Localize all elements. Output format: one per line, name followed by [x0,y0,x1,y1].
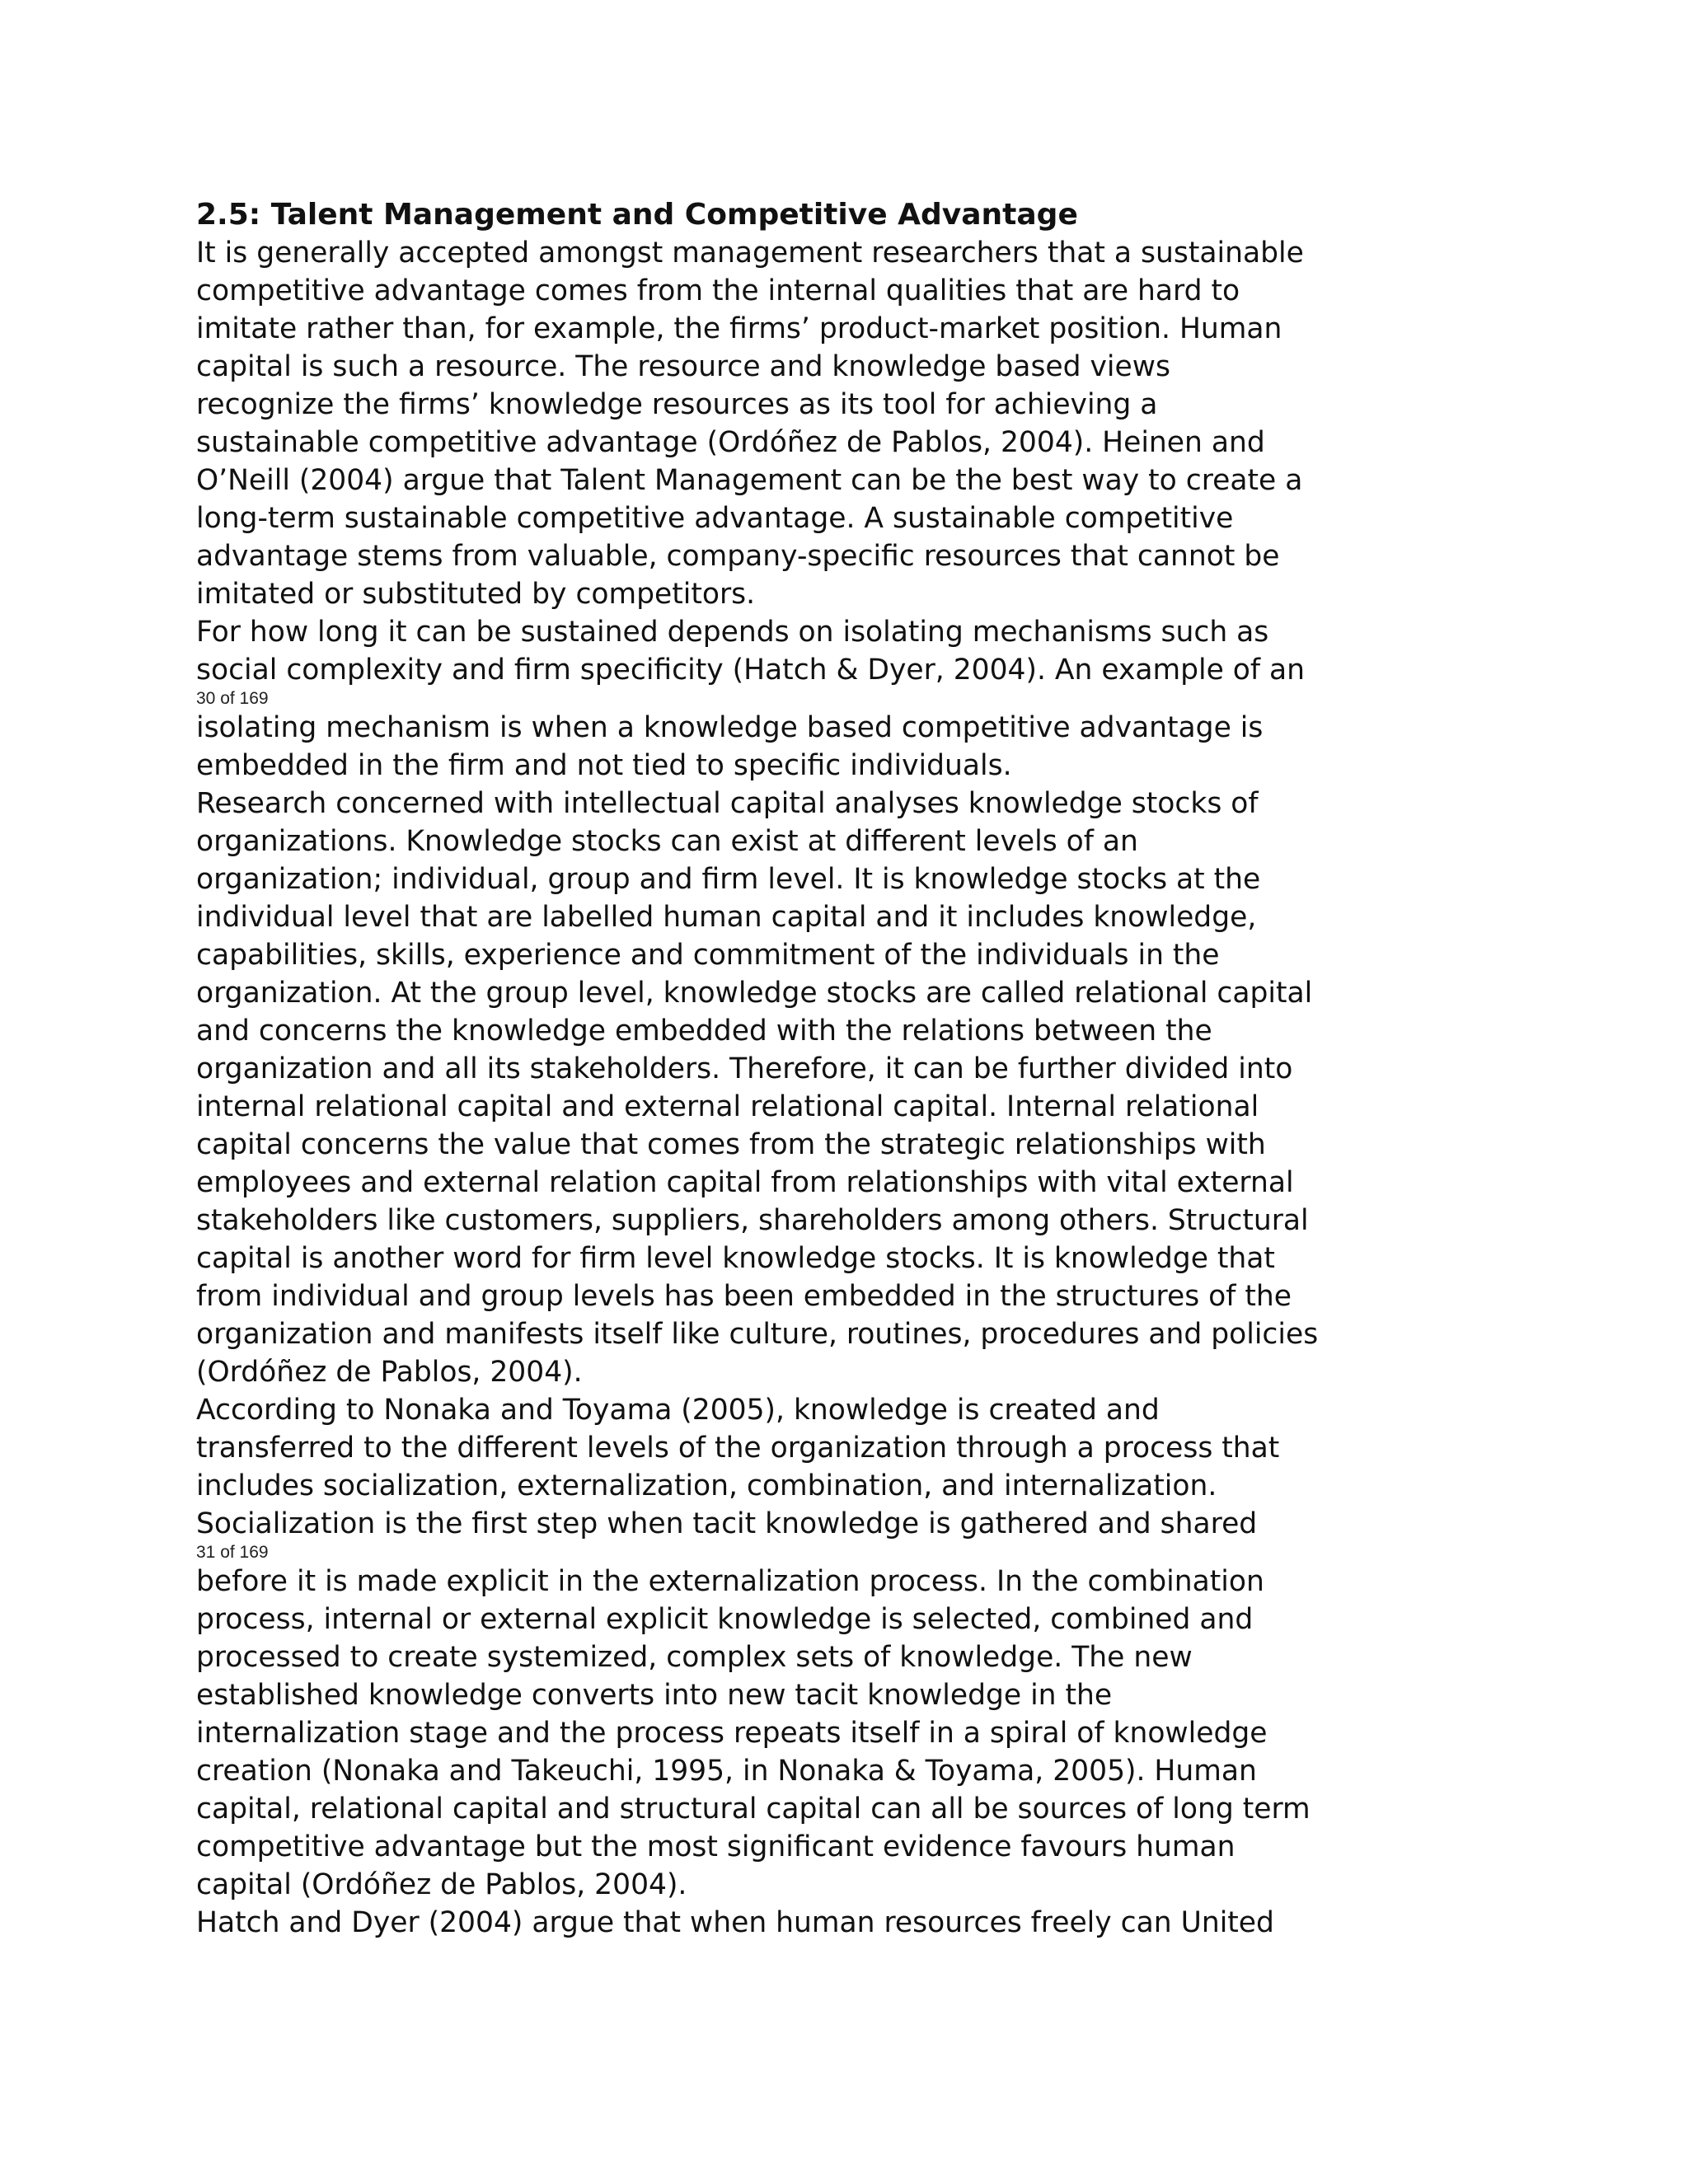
text-line: established knowledge converts into new tacit knowledge in the [196,1679,1113,1712]
text-line: internalization stage and the process repeats itself in a spiral of knowledge [196,1717,1268,1750]
text-line: capital, relational capital and structural capital can all be sources of long term [196,1793,1311,1825]
text-line: sustainable competitive advantage (Ordóñez de Pablos, 2004). Heinen and [196,426,1265,459]
text-line: (Ordóñez de Pablos, 2004). [196,1356,583,1389]
section-heading: 2.5: Talent Management and Competitive Advantage [196,198,1078,232]
text-line: According to Nonaka and Toyama (2005), knowledge is created and [196,1394,1160,1427]
text-line: includes socialization, externalization, combination, and internalization. [196,1469,1217,1502]
text-line: processed to create systemized, complex sets of knowledge. The new [196,1641,1193,1674]
document-page [196,196,1319,1942]
text-line: organization. At the group level, knowledge stocks are called relational capital [196,977,1313,1010]
text-line: Hatch and Dyer (2004) argue that when human resources freely can United [196,1906,1274,1939]
text-line: recognize the firms’ knowledge resources as its tool for achieving a [196,388,1158,421]
text-line: organizations. Knowledge stocks can exist at different levels of an [196,825,1138,858]
text-line: It is generally accepted amongst management researchers that a sustainable [196,237,1304,269]
text-line: Socialization is the first step when tacit knowledge is gathered and shared [196,1507,1258,1540]
text-line: process, internal or external explicit knowledge is selected, combined and [196,1603,1254,1636]
text-line: capital concerns the value that comes from the strategic relationships with [196,1128,1266,1161]
text-line: employees and external relation capital from relationships with vital external [196,1166,1294,1199]
text-line: creation (Nonaka and Takeuchi, 1995, in Nonaka & Toyama, 2005). Human [196,1755,1257,1788]
page-number-marker: 30 of 169 [196,689,269,708]
text-line: competitive advantage but the most significant evidence favours human [196,1830,1236,1863]
text-line: advantage stems from valuable, company-specific resources that cannot be [196,540,1280,573]
text-line: imitate rather than, for example, the firms’ product-market position. Human [196,312,1282,345]
text-line: organization; individual, group and firm level. It is knowledge stocks at the [196,863,1261,896]
text-line: isolating mechanism is when a knowledge based competitive advantage is [196,711,1264,744]
text-line: and concerns the knowledge embedded with the relations between the [196,1015,1212,1047]
page-number-marker: 31 of 169 [196,1543,269,1562]
text-line: stakeholders like customers, suppliers, shareholders among others. Structural [196,1204,1309,1237]
text-line: long-term sustainable competitive advantage. A sustainable competitive [196,502,1234,535]
text-line: capital is another word for firm level knowledge stocks. It is knowledge that [196,1242,1275,1275]
text-line: from individual and group levels has been embedded in the structures of the [196,1280,1292,1313]
text-line: For how long it can be sustained depends on isolating mechanisms such as [196,616,1269,649]
text-line: Research concerned with intellectual capital analyses knowledge stocks of [196,787,1259,820]
text-line: O’Neill (2004) argue that Talent Management can be the best way to create a [196,464,1303,497]
text-line: social complexity and firm specificity (Hatch & Dyer, 2004). An example of an [196,654,1306,687]
text-line: before it is made explicit in the externalization process. In the combination [196,1565,1264,1598]
text-line: organization and manifests itself like culture, routines, procedures and policies [196,1318,1319,1351]
text-line: embedded in the firm and not tied to specific individuals. [196,749,1012,782]
text-line: internal relational capital and external relational capital. Internal relational [196,1090,1259,1123]
text-line: capital is such a resource. The resource and knowledge based views [196,350,1170,383]
text-line: competitive advantage comes from the internal qualities that are hard to [196,274,1240,307]
text-line: organization and all its stakeholders. Therefore, it can be further divided into [196,1052,1293,1085]
text-line: individual level that are labelled human capital and it includes knowledge, [196,901,1257,934]
text-line: capital (Ordóñez de Pablos, 2004). [196,1868,687,1901]
text-line: imitated or substituted by competitors. [196,578,756,611]
text-line: transferred to the different levels of the organization through a process that [196,1432,1280,1465]
text-line: capabilities, skills, experience and commitment of the individuals in the [196,939,1220,972]
